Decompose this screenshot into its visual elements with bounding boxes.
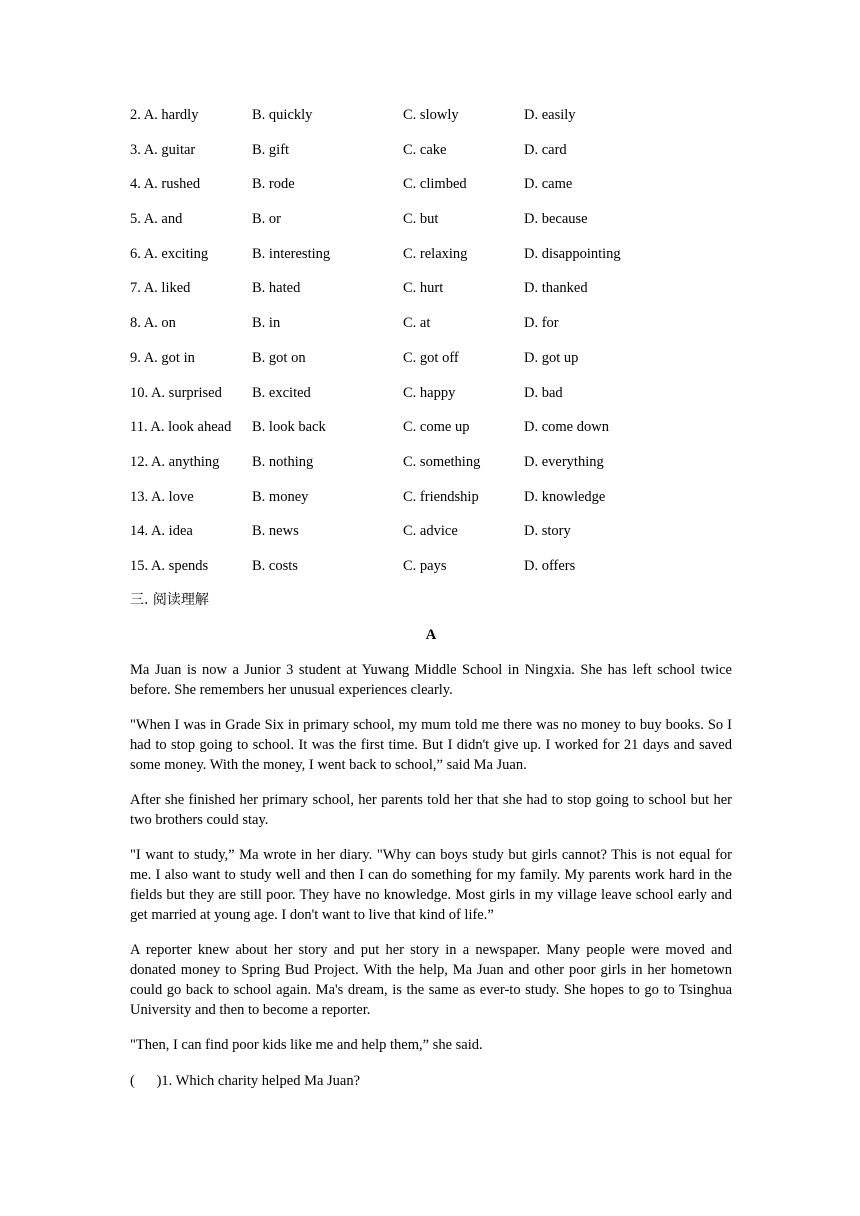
option-d: D. bad <box>524 384 563 401</box>
option-b: B. nothing <box>252 453 314 470</box>
option-b: B. interesting <box>252 245 331 262</box>
passage-title: A <box>425 627 437 643</box>
option-a: 5. A. and <box>130 211 183 228</box>
option-c: C. slowly <box>403 107 459 123</box>
option-row <box>130 140 750 175</box>
option-c: C. relaxing <box>403 245 468 262</box>
option-row <box>130 244 750 279</box>
option-d: D. disappointing <box>524 245 621 262</box>
passage-paragraph: "When I was in Grade Six in primary school, my mum told me there was no money to buy books. So I had to stop going to school. It was the first time. But I didn't give up. I worked for 21 days and saved some money. With the money, I went back to school,” said Ma Juan. <box>130 717 732 773</box>
option-d: D. offers <box>524 557 576 574</box>
option-row <box>130 348 750 383</box>
question-1: ( )1. Which charity helped Ma Juan? <box>130 1073 361 1089</box>
option-row <box>130 452 750 487</box>
option-b: B. got on <box>252 349 306 366</box>
option-a: 7. A. liked <box>130 280 191 297</box>
option-c: C. climbed <box>403 176 467 193</box>
option-d: D. came <box>524 176 573 193</box>
option-b: B. look back <box>252 419 326 436</box>
passage-paragraph: Ma Juan is now a Junior 3 student at Yuwang Middle School in Ningxia. She has left school twice before. She remembers her unusual experiences clearly. <box>130 662 732 698</box>
option-c: C. got off <box>403 349 459 366</box>
option-c: C. pays <box>403 557 447 574</box>
option-d: D. knowledge <box>524 488 606 505</box>
option-row <box>130 383 750 418</box>
option-d: D. story <box>524 523 571 540</box>
option-a: 10. A. surprised <box>130 384 222 401</box>
passage-paragraph: "I want to study,” Ma wrote in her diary. "Why can boys study but girls cannot? This is not equal for me. I also want to study well and then I can do something for my family. My parents work hard in the fields but they are still poor. They have no knowledge. Most girls in my village leave school early and get married at young age. I don't want to live that kind of life.” <box>130 847 732 923</box>
option-row <box>130 105 750 140</box>
option-c: C. happy <box>403 384 456 401</box>
option-d: D. got up <box>524 349 579 366</box>
option-b: B. excited <box>252 384 311 401</box>
passage-paragraph: After she finished her primary school, her parents told her that she had to stop going to school but her two brothers could stay. <box>130 792 732 828</box>
option-row <box>130 313 750 348</box>
option-list <box>130 105 750 591</box>
option-d: D. for <box>524 315 559 332</box>
option-c: C. advice <box>403 523 458 540</box>
option-c: C. hurt <box>403 280 444 297</box>
option-b: B. in <box>252 315 281 332</box>
option-c: C. something <box>403 453 481 470</box>
option-b: B. quickly <box>252 107 313 123</box>
option-row <box>130 556 750 591</box>
option-a: 14. A. idea <box>130 523 193 540</box>
option-a: 12. A. anything <box>130 453 220 470</box>
option-c: C. cake <box>403 141 447 158</box>
option-d: D. everything <box>524 453 604 470</box>
option-a: 3. A. guitar <box>130 141 196 158</box>
option-a: 8. A. on <box>130 315 176 332</box>
passage-paragraph: A reporter knew about her story and put her story in a newspaper. Many people were moved and donated money to Spring Bud Project. With the help, Ma Juan and other poor girls in her hometown could go back to school again. Ma's dream, is the same as ever-to study. She hopes to go to Tsinghua University and then to become a reporter. <box>130 942 732 1018</box>
option-c: C. at <box>403 315 431 332</box>
reading-passage <box>130 660 732 1070</box>
option-a: 11. A. look ahead <box>130 419 232 436</box>
passage-paragraph: "Then, I can find poor kids like me and help them,” she said. <box>130 1037 483 1053</box>
option-b: B. gift <box>252 141 290 158</box>
option-c: C. but <box>403 211 439 228</box>
option-row <box>130 174 750 209</box>
option-b: B. or <box>252 211 281 228</box>
option-a: 13. A. love <box>130 488 194 505</box>
section-heading: 三. 阅读理解 <box>130 592 209 608</box>
option-a: 15. A. spends <box>130 557 209 574</box>
option-b: B. hated <box>252 280 301 297</box>
option-row <box>130 521 750 556</box>
option-d: D. thanked <box>524 280 588 297</box>
option-row <box>130 209 750 244</box>
option-row <box>130 487 750 522</box>
option-a: 4. A. rushed <box>130 176 201 193</box>
option-row <box>130 417 750 452</box>
option-d: D. easily <box>524 107 576 123</box>
option-b: B. money <box>252 488 309 505</box>
option-d: D. because <box>524 211 588 228</box>
option-d: D. card <box>524 141 567 158</box>
option-d: D. come down <box>524 419 609 436</box>
option-b: B. rode <box>252 176 295 193</box>
option-a: 2. A. hardly <box>130 107 199 123</box>
option-row <box>130 278 750 313</box>
option-c: C. friendship <box>403 488 479 505</box>
option-a: 6. A. exciting <box>130 245 209 262</box>
option-a: 9. A. got in <box>130 349 195 366</box>
option-b: B. news <box>252 523 299 540</box>
option-b: B. costs <box>252 557 298 574</box>
option-c: C. come up <box>403 419 470 436</box>
